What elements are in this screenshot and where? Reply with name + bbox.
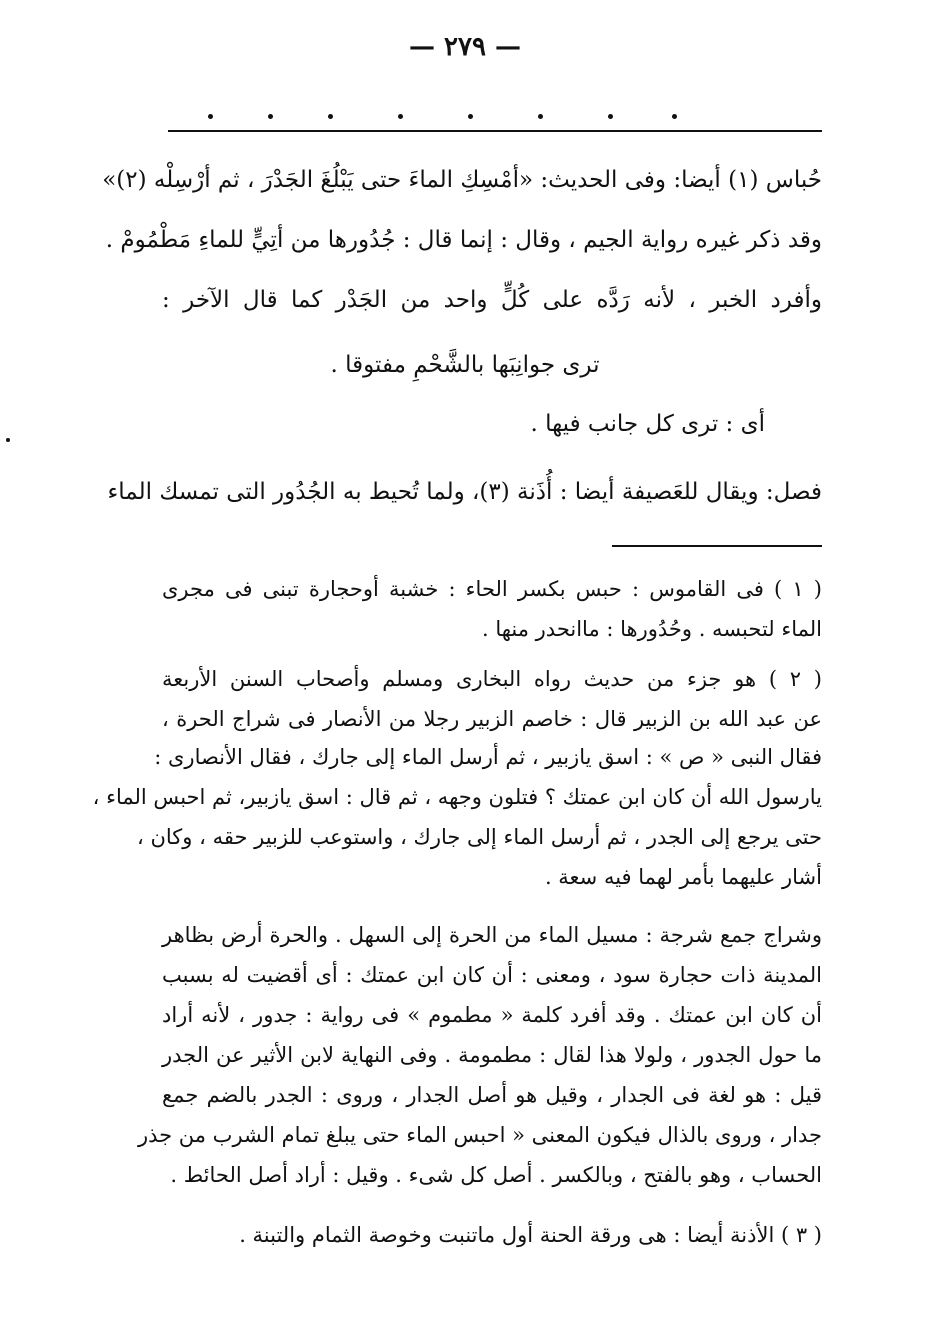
gloss-line: أى : ترى كل جانب فيها . <box>530 411 765 437</box>
ornament-dot <box>468 114 473 119</box>
footnote-2-continuation-line: أن كان ابن عمتك . وقد أفرد كلمة « مطموم » فى رواية : جدور ، لأنه أراد <box>162 1003 822 1027</box>
footnote-1-line: ( ١ ) فى القاموس : حبس بكسر الحاء : خشبة أوحجارة تبنى فى مجرى <box>162 577 822 601</box>
margin-mark <box>6 438 10 442</box>
ornament-dot <box>672 114 677 119</box>
footnote-2-continuation-line: المدينة ذات حجارة سود ، ومعنى : أن كان ابن عمتك : أى أقضيت له بسبب <box>162 963 822 987</box>
header-rule <box>168 130 822 132</box>
footnote-2-continuation-line: الحساب ، وهو بالفتح ، وبالكسر . أصل كل شىء . وقيل : أراد أصل الحائط . <box>170 1163 822 1187</box>
footnote-2-continuation-line: وشراج جمع شرجة : مسيل الماء من الحرة إلى السهل . والحرة أرض بظاهر <box>162 923 822 947</box>
ornament-dot <box>538 114 543 119</box>
footnote-3-line: ( ٣ ) الأذنة أيضا : هى ورقة الحنة أول ماتنبت وخوصة الثمام والتبنة . <box>239 1223 822 1247</box>
ornament-dot <box>268 114 273 119</box>
footnote-2-line: يارسول الله أن كان ابن عمتك ؟ فتلون وجهه ، ثم قال : اسق يازبير، ثم احبس الماء ، <box>92 785 822 809</box>
main-text-line: وأفرد الخبر ، لأنه رَدَّه على كُلٍّ واحد من الجَدْر كما قال الآخر : <box>162 287 822 313</box>
ornament-dot <box>398 114 403 119</box>
ornament-dot <box>608 114 613 119</box>
ornament-dots <box>200 108 700 128</box>
footnote-2-line: أشار عليهما بأمر لهما فيه سعة . <box>544 865 822 889</box>
section-line: فصل: ويقال للعَصيفة أيضا : أُذَنة (٣)، ولما تُحيط به الجُدُور التى تمسك الماء <box>107 479 822 505</box>
footnote-2-continuation-line: ما حول الجدور ، ولولا هذا لقال : مطمومة . وفى النهاية لابن الأثير عن الجدر <box>162 1043 822 1067</box>
verse-line: ترى جوانِبَها بالشَّحْمِ مفتوقا . <box>330 352 600 378</box>
footnote-2-line: ( ٢ ) هو جزء من حديث رواه البخارى ومسلم وأصحاب السنن الأربعة <box>162 667 822 691</box>
footnote-1-line: الماء لتحبسه . وحُدُورها : ماانحدر منها . <box>481 617 822 641</box>
footnote-2-continuation-line: جدار ، وروى بالذال فيكون المعنى « احبس الماء حتى يبلغ تمام الشرب من جذر <box>137 1123 822 1147</box>
footnote-2-line: حتى يرجع إلى الجدر ، ثم أرسل الماء إلى جارك ، واستوعب للزبير حقه ، وكان ، <box>137 825 822 849</box>
page-number: — ٢٧٩ — <box>408 32 522 62</box>
ornament-dot <box>328 114 333 119</box>
main-text-line: وقد ذكر غيره رواية الجيم ، وقال : إنما قال : جُدُورها من أتِيٍّ للماءِ مَطْمُومْ . <box>105 227 822 253</box>
footnote-2-line: فقال النبى « ص » : اسق يازبير ، ثم أرسل الماء إلى جارك ، فقال الأنصارى : <box>154 745 822 769</box>
footnote-2-continuation-line: قيل : هو لغة فى الجدار ، وقيل هو أصل الجدار ، وروى : الجدر بالضم جمع <box>162 1083 822 1107</box>
footnote-rule <box>612 545 822 547</box>
footnote-2-line: عن عبد الله بن الزبير قال : خاصم الزبير رجلا من الأنصار فى شراج الحرة ، <box>162 707 822 731</box>
main-text-line: حُباس (١) أيضا: وفى الحديث: «أمْسِكِ الماءَ حتى يَبْلُغَ الجَدْرَ ، ثم أرْسِلْه (٢)» <box>102 167 822 193</box>
ornament-dot <box>208 114 213 119</box>
